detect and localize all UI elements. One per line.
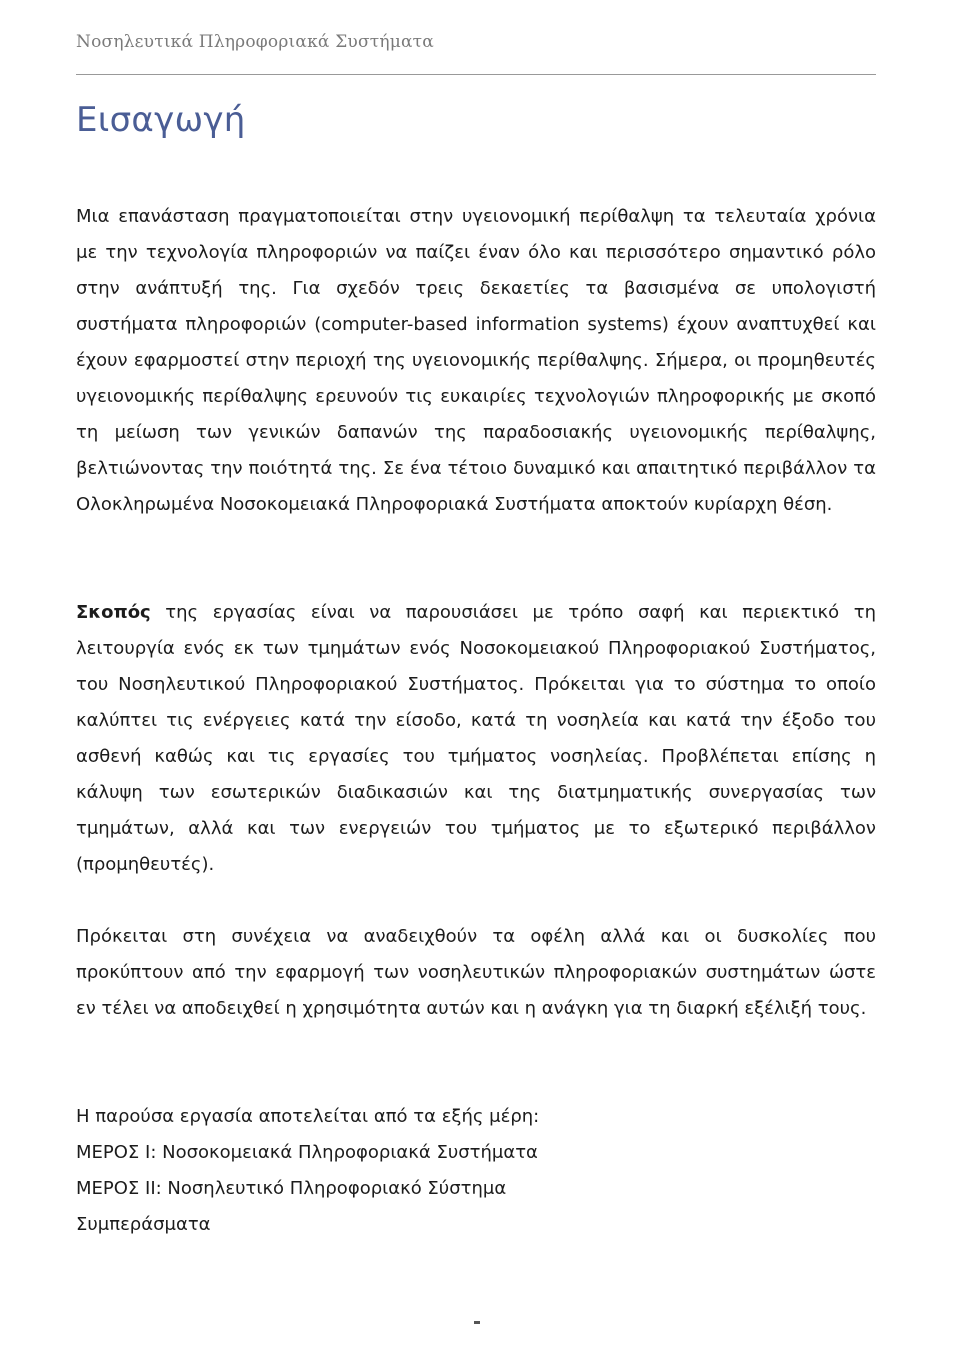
page-title: Εισαγωγή — [76, 100, 246, 140]
purpose-text: της εργασίας είναι να παρουσιάσει με τρόπο σαφή και περιεκτικό τη λειτουργία ενός εκ των τμημάτων ενός Νοσοκομειακού Πληροφοριακού Συστήματος, του Νοσηλευτικού Πληροφοριακού Συστήματος. Πρόκειται για το σύστημα το οποίο καλύπτει τις ενέργειες κατά την είσοδο, κατά τη νοσηλεία και κατά την έξοδο του ασθενή καθώς και τις εργασίες του τμήματος νοσηλείας. Προβλέπεται επίσης η κάλυψη των εσωτερικών διαδικασιών και της διατμηματικής συνεργασίας των τμημάτων, αλλά και των ενεργειών του τμήματος με το εξωτερικό περιβάλλον (προμηθευτές). — [76, 602, 876, 875]
part-item: ΜΕΡΟΣ Ι: Νοσοκομειακά Πληροφοριακά Συστήματα — [76, 1142, 538, 1163]
benefits-paragraph: Πρόκειται στη συνέχεια να αναδειχθούν τα οφέλη αλλά και οι δυσκολίες που προκύπτουν από την εφαρμογή των νοσηλευτικών πληροφοριακών συστημάτων ώστε εν τέλει να αποδειχθεί η χρησιμότητα αυτών και η ανάγκη για τη διαρκή εξέλιξή τους. — [76, 926, 876, 1019]
purpose-keyword: Σκοπός — [76, 602, 151, 623]
part-item: Συμπεράσματα — [76, 1214, 211, 1235]
parts-list — [76, 1099, 876, 1243]
header-rule — [76, 74, 876, 75]
intro-paragraph: Μια επανάσταση πραγματοποιείται στην υγειονομική περίθαλψη τα τελευταία χρόνια με την τεχνολογία πληροφοριών να παίζει έναν όλο και περισσότερο σημαντικό ρόλο στην ανάπτυξή της. Για σχεδόν τρεις δεκαετίες τα βασισμένα σε υπολογιστή συστήματα πληροφοριών (computer-based information systems) έχουν αναπτυχθεί και έχουν εφαρμοστεί στην περιοχή της υγειονομικής περίθαλψης. Σήμερα, οι προμηθευτές υγειονομικής περίθαλψης ερευνούν τις ευκαιρίες τεχνολογιών πληροφορικής με σκοπό τη μείωση των γενικών δαπανών της παραδοσιακής υγειονομικής περίθαλψης, βελτιώνοντας την ποιότητά της. Σε ένα τέτοιο δυναμικό και απαιτητικό περιβάλλον τα Ολοκληρωμένα Νοσοκομειακά Πληροφοριακά Συστήματα αποκτούν κυρίαρχη θέση. — [76, 206, 876, 515]
parts-intro: Η παρούσα εργασία αποτελείται από τα εξής μέρη: — [76, 1106, 540, 1127]
running-header: Νοσηλευτικά Πληροφοριακά Συστήματα — [76, 32, 434, 52]
footer-mark — [474, 1321, 480, 1324]
purpose-paragraph — [76, 595, 876, 883]
part-item: ΜΕΡΟΣ ΙΙ: Νοσηλευτικό Πληροφοριακό Σύστημα — [76, 1178, 507, 1199]
